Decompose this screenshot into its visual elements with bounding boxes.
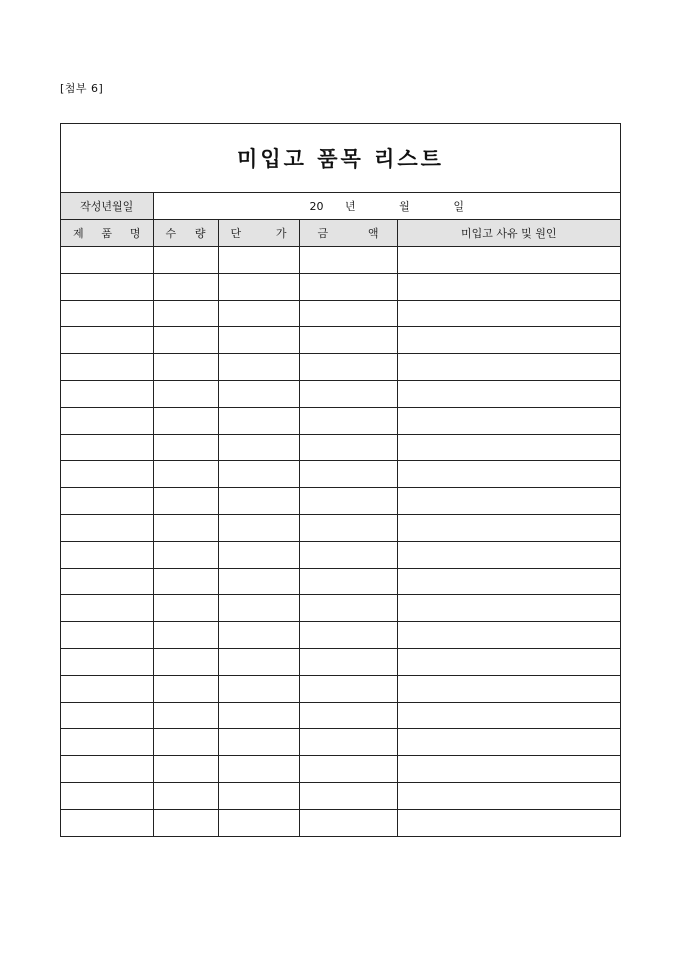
table-row bbox=[61, 622, 620, 649]
table-row bbox=[61, 649, 620, 676]
form-title: 미입고 품목 리스트 bbox=[237, 146, 444, 171]
cell-reason[interactable] bbox=[397, 327, 620, 354]
cell-quantity[interactable] bbox=[153, 756, 218, 783]
cell-product-name[interactable] bbox=[61, 381, 153, 408]
cell-unit-price[interactable] bbox=[218, 515, 299, 542]
table-row bbox=[61, 756, 620, 783]
cell-unit-price[interactable] bbox=[218, 488, 299, 515]
cell-product-name[interactable] bbox=[61, 300, 153, 327]
cell-quantity[interactable] bbox=[153, 702, 218, 729]
table-row bbox=[61, 568, 620, 595]
cell-reason[interactable] bbox=[397, 809, 620, 836]
col-header-product-name: 제 품 명 bbox=[61, 220, 153, 247]
table-row bbox=[61, 247, 620, 274]
cell-amount[interactable] bbox=[299, 461, 397, 488]
cell-product-name[interactable] bbox=[61, 568, 153, 595]
cell-reason[interactable] bbox=[397, 595, 620, 622]
col-header-unit-price: 단 가 bbox=[218, 220, 299, 247]
cell-product-name[interactable] bbox=[61, 273, 153, 300]
cell-quantity[interactable] bbox=[153, 488, 218, 515]
cell-quantity[interactable] bbox=[153, 515, 218, 542]
cell-amount[interactable] bbox=[299, 407, 397, 434]
cell-reason[interactable] bbox=[397, 515, 620, 542]
table-row bbox=[61, 783, 620, 810]
cell-product-name[interactable] bbox=[61, 354, 153, 381]
cell-unit-price[interactable] bbox=[218, 595, 299, 622]
cell-amount[interactable] bbox=[299, 595, 397, 622]
cell-reason[interactable] bbox=[397, 622, 620, 649]
col-header-reason: 미입고 사유 및 원인 bbox=[397, 220, 620, 247]
date-day-unit: 일 bbox=[453, 200, 464, 214]
cell-amount[interactable] bbox=[299, 675, 397, 702]
cell-reason[interactable] bbox=[397, 756, 620, 783]
cell-quantity[interactable] bbox=[153, 568, 218, 595]
cell-amount[interactable] bbox=[299, 273, 397, 300]
table-row bbox=[61, 675, 620, 702]
table-row bbox=[61, 595, 620, 622]
cell-unit-price[interactable] bbox=[218, 247, 299, 274]
cell-quantity[interactable] bbox=[153, 541, 218, 568]
cell-quantity[interactable] bbox=[153, 247, 218, 274]
cell-amount[interactable] bbox=[299, 756, 397, 783]
cell-product-name[interactable] bbox=[61, 541, 153, 568]
cell-amount[interactable] bbox=[299, 354, 397, 381]
cell-quantity[interactable] bbox=[153, 675, 218, 702]
table-row bbox=[61, 273, 620, 300]
cell-amount[interactable] bbox=[299, 247, 397, 274]
table-row bbox=[61, 327, 620, 354]
cell-unit-price[interactable] bbox=[218, 273, 299, 300]
cell-product-name[interactable] bbox=[61, 756, 153, 783]
cell-product-name[interactable] bbox=[61, 675, 153, 702]
cell-amount[interactable] bbox=[299, 729, 397, 756]
cell-product-name[interactable] bbox=[61, 461, 153, 488]
cell-amount[interactable] bbox=[299, 622, 397, 649]
cell-amount[interactable] bbox=[299, 809, 397, 836]
date-year-unit: 년 bbox=[345, 200, 356, 214]
cell-reason[interactable] bbox=[397, 247, 620, 274]
cell-amount[interactable] bbox=[299, 300, 397, 327]
table-row bbox=[61, 702, 620, 729]
cell-unit-price[interactable] bbox=[218, 461, 299, 488]
cell-amount[interactable] bbox=[299, 568, 397, 595]
cell-reason[interactable] bbox=[397, 541, 620, 568]
cell-product-name[interactable] bbox=[61, 649, 153, 676]
cell-quantity[interactable] bbox=[153, 622, 218, 649]
cell-product-name[interactable] bbox=[61, 729, 153, 756]
cell-unit-price[interactable] bbox=[218, 407, 299, 434]
attachment-label: [첨부 6] bbox=[60, 82, 104, 95]
cell-product-name[interactable] bbox=[61, 434, 153, 461]
table-row bbox=[61, 515, 620, 542]
cell-reason[interactable] bbox=[397, 354, 620, 381]
cell-amount[interactable] bbox=[299, 381, 397, 408]
cell-amount[interactable] bbox=[299, 783, 397, 810]
cell-quantity[interactable] bbox=[153, 649, 218, 676]
table-row bbox=[61, 300, 620, 327]
cell-reason[interactable] bbox=[397, 407, 620, 434]
cell-product-name[interactable] bbox=[61, 622, 153, 649]
cell-unit-price[interactable] bbox=[218, 649, 299, 676]
cell-unit-price[interactable] bbox=[218, 809, 299, 836]
cell-reason[interactable] bbox=[397, 488, 620, 515]
cell-reason[interactable] bbox=[397, 783, 620, 810]
date-year-prefix: 20 bbox=[309, 200, 324, 214]
missing-items-form bbox=[60, 123, 621, 837]
cell-product-name[interactable] bbox=[61, 327, 153, 354]
cell-reason[interactable] bbox=[397, 273, 620, 300]
cell-amount[interactable] bbox=[299, 541, 397, 568]
table-row bbox=[61, 434, 620, 461]
cell-quantity[interactable] bbox=[153, 461, 218, 488]
cell-quantity[interactable] bbox=[153, 273, 218, 300]
cell-product-name[interactable] bbox=[61, 595, 153, 622]
table-row bbox=[61, 729, 620, 756]
cell-reason[interactable] bbox=[397, 729, 620, 756]
col-header-quantity: 수 량 bbox=[153, 220, 218, 247]
table-row bbox=[61, 809, 620, 836]
cell-reason[interactable] bbox=[397, 568, 620, 595]
cell-unit-price[interactable] bbox=[218, 675, 299, 702]
table-row bbox=[61, 354, 620, 381]
date-label: 작성년월일 bbox=[61, 193, 153, 220]
cell-amount[interactable] bbox=[299, 488, 397, 515]
header-row bbox=[61, 220, 620, 247]
cell-unit-price[interactable] bbox=[218, 327, 299, 354]
table-row bbox=[61, 407, 620, 434]
cell-reason[interactable] bbox=[397, 381, 620, 408]
cell-reason[interactable] bbox=[397, 461, 620, 488]
cell-unit-price[interactable] bbox=[218, 434, 299, 461]
cell-reason[interactable] bbox=[397, 434, 620, 461]
cell-unit-price[interactable] bbox=[218, 622, 299, 649]
cell-reason[interactable] bbox=[397, 300, 620, 327]
cell-reason[interactable] bbox=[397, 702, 620, 729]
title-row bbox=[61, 124, 620, 193]
cell-quantity[interactable] bbox=[153, 300, 218, 327]
cell-unit-price[interactable] bbox=[218, 783, 299, 810]
cell-quantity[interactable] bbox=[153, 809, 218, 836]
cell-product-name[interactable] bbox=[61, 407, 153, 434]
cell-unit-price[interactable] bbox=[218, 381, 299, 408]
cell-unit-price[interactable] bbox=[218, 568, 299, 595]
cell-quantity[interactable] bbox=[153, 381, 218, 408]
cell-quantity[interactable] bbox=[153, 595, 218, 622]
cell-product-name[interactable] bbox=[61, 809, 153, 836]
cell-amount[interactable] bbox=[299, 649, 397, 676]
cell-quantity[interactable] bbox=[153, 783, 218, 810]
table-row bbox=[61, 488, 620, 515]
cell-unit-price[interactable] bbox=[218, 756, 299, 783]
date-value-cell[interactable] bbox=[153, 193, 620, 220]
cell-reason[interactable] bbox=[397, 675, 620, 702]
cell-quantity[interactable] bbox=[153, 354, 218, 381]
cell-unit-price[interactable] bbox=[218, 300, 299, 327]
cell-quantity[interactable] bbox=[153, 729, 218, 756]
date-row bbox=[61, 193, 620, 220]
cell-amount[interactable] bbox=[299, 515, 397, 542]
cell-quantity[interactable] bbox=[153, 434, 218, 461]
cell-amount[interactable] bbox=[299, 327, 397, 354]
cell-reason[interactable] bbox=[397, 649, 620, 676]
cell-product-name[interactable] bbox=[61, 247, 153, 274]
date-month-unit: 월 bbox=[399, 200, 410, 214]
cell-unit-price[interactable] bbox=[218, 729, 299, 756]
items-table bbox=[61, 193, 620, 836]
cell-unit-price[interactable] bbox=[218, 541, 299, 568]
table-row bbox=[61, 541, 620, 568]
cell-amount[interactable] bbox=[299, 702, 397, 729]
cell-product-name[interactable] bbox=[61, 702, 153, 729]
table-row bbox=[61, 461, 620, 488]
cell-quantity[interactable] bbox=[153, 407, 218, 434]
cell-amount[interactable] bbox=[299, 434, 397, 461]
cell-product-name[interactable] bbox=[61, 515, 153, 542]
cell-unit-price[interactable] bbox=[218, 702, 299, 729]
col-header-amount: 금 액 bbox=[299, 220, 397, 247]
cell-product-name[interactable] bbox=[61, 783, 153, 810]
cell-unit-price[interactable] bbox=[218, 354, 299, 381]
cell-quantity[interactable] bbox=[153, 327, 218, 354]
table-row bbox=[61, 381, 620, 408]
cell-product-name[interactable] bbox=[61, 488, 153, 515]
